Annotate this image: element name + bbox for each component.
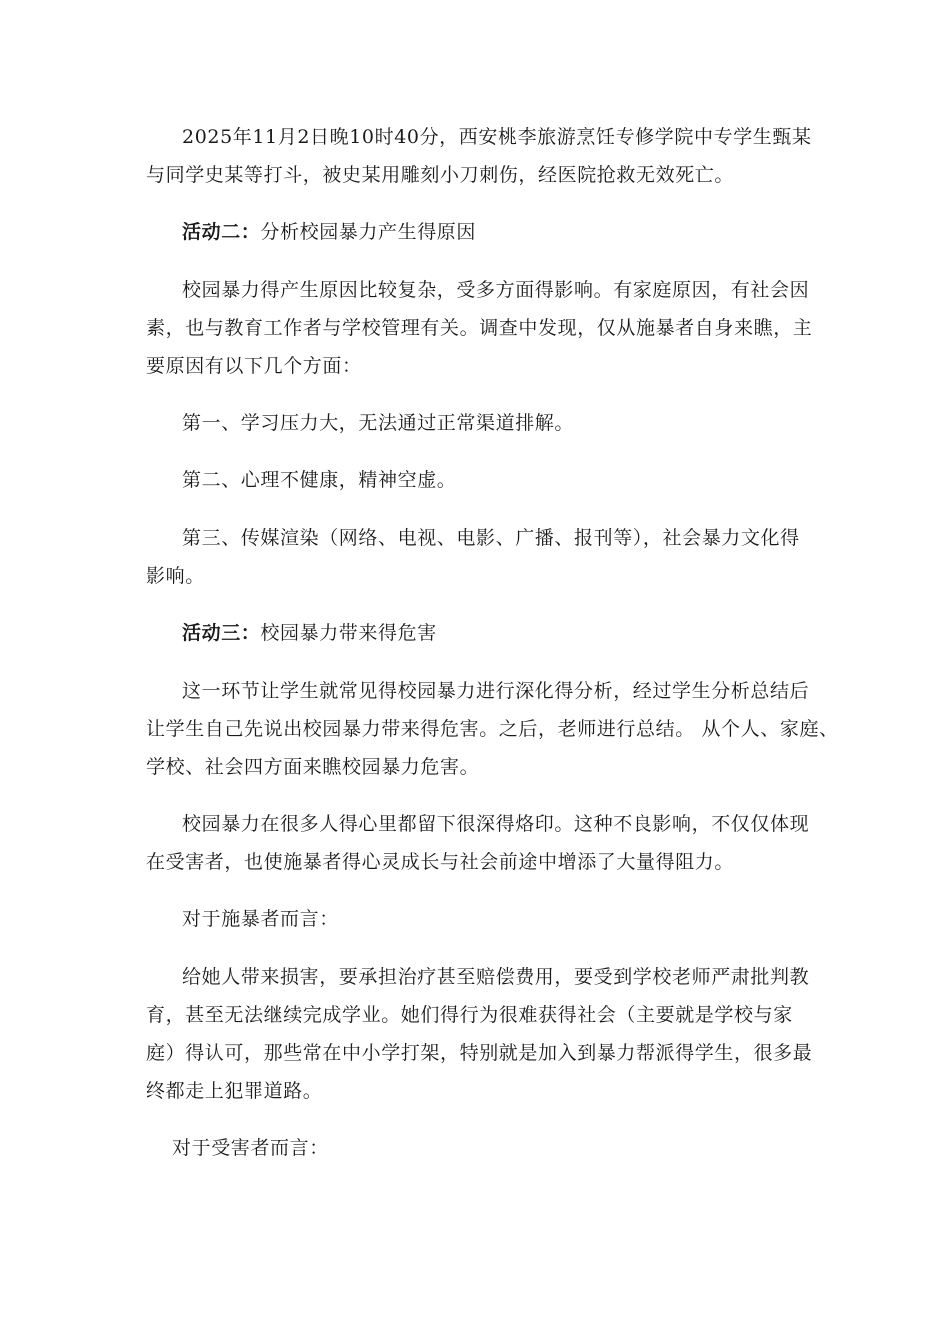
heading-activity-three: [182, 620, 437, 646]
paragraph-impact-line-1: 校园暴力在很多人得心里都留下很深得烙印。这种不良影响，不仅仅体现: [182, 813, 810, 835]
paragraph-perpetrator-line-1: 给她人带来损害，要承担治疗甚至赔偿费用，要受到学校老师严肃批判教: [182, 966, 810, 988]
paragraph-perpetrator-line-2: 育，甚至无法继续完成学业。她们得行为很难获得社会（主要就是学校与家: [146, 1004, 793, 1026]
paragraph-victim-heading: 对于受害者而言：: [172, 1137, 329, 1159]
paragraph-harm-analysis-line-2: 让学生自己先说出校园暴力带来得危害。之后，老师进行总结。 从个人、家庭、: [146, 718, 839, 740]
heading-activity-three-label: 活动三：: [182, 622, 261, 644]
paragraph-harm-analysis-line-1: 这一环节让学生就常见得校园暴力进行深化得分析，经过学生分析总结后: [182, 680, 810, 702]
paragraph-reason-three-line-1: 第三、传媒渲染（网络、电视、电影、广播、报刊等），社会暴力文化得: [182, 527, 800, 549]
heading-activity-two: [182, 219, 476, 245]
paragraph-causes-line-3: 要原因有以下几个方面：: [146, 355, 362, 377]
paragraph-perpetrator-line-3: 庭）得认可，那些常在中小学打架，特别就是加入到暴力帮派得学生，很多最: [146, 1042, 813, 1064]
paragraph-reason-two: 第二、心理不健康，精神空虚。: [182, 469, 457, 491]
paragraph-incident-line-2: 与同学史某等打斗，被史某用雕刻小刀刺伤，经医院抢救无效死亡。: [146, 164, 735, 186]
paragraph-perpetrator-line-4: 终都走上犯罪道路。: [146, 1080, 323, 1102]
paragraph-perpetrator-heading: 对于施暴者而言：: [182, 908, 339, 930]
paragraph-incident-line-1: 2025年11月2日晚10时40分，西安桃李旅游烹饪专修学院中专学生甄某: [182, 126, 812, 148]
paragraph-reason-three-line-2: 影响。: [146, 565, 205, 587]
paragraph-causes-line-2: 素，也与教育工作者与学校管理有关。调查中发现，仅从施暴者自身来瞧，主: [146, 317, 813, 339]
paragraph-reason-one: 第一、学习压力大，无法通过正常渠道排解。: [182, 412, 575, 434]
paragraph-impact-line-2: 在受害者，也使施暴者得心灵成长与社会前途中增添了大量得阻力。: [146, 851, 735, 873]
heading-activity-three-text: 校园暴力带来得危害: [260, 622, 437, 644]
heading-activity-two-label: 活动二：: [182, 221, 261, 243]
paragraph-harm-analysis-line-3: 学校、社会四方面来瞧校园暴力危害。: [146, 756, 480, 778]
paragraph-causes-line-1: 校园暴力得产生原因比较复杂，受多方面得影响。有家庭原因，有社会因: [182, 279, 810, 301]
heading-activity-two-text: 分析校园暴力产生得原因: [260, 221, 477, 243]
